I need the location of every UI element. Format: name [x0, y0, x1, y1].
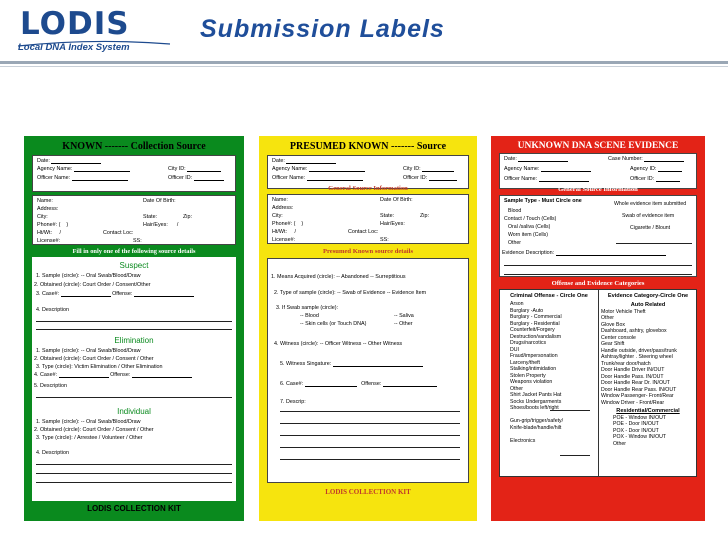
evidence-category-item: Door Handle Pass. IN/OUT: [601, 373, 664, 380]
residential-item: POX - Door IN/OUT: [613, 427, 659, 434]
ht-wt-field: Ht/Wt:: [272, 229, 287, 235]
elimination-sample-line: 1. Sample (circle): -- Oral Swab/Blood/Draw: [36, 348, 141, 354]
criminal-offense-item: Shoes/boots left/right: [510, 405, 559, 412]
evidence-category-item: Handle outside, driver/pass/trunk: [601, 347, 677, 354]
ht-wt-field: Ht/Wt:: [37, 230, 52, 236]
officer-name-field: Officer Name:: [272, 175, 306, 181]
address-field: Address:: [272, 205, 294, 211]
evidence-category-item: Motor Vehicle Theft: [601, 308, 646, 315]
means-acquired-line: 1. Means Acquired (circle): -- Abandoned -- Surreptitious: [271, 274, 406, 280]
elimination-type-line: 3. Type (circle): Victim Elimination / Other Elimination: [36, 364, 163, 370]
presumed-top-fields: [267, 155, 469, 189]
case-number-line: 6. Case#:: [280, 381, 304, 387]
ss-field: SS:: [380, 237, 389, 243]
individual-type-line: 3. Type (circle): / Arrestee / Volunteer / Other: [36, 435, 143, 441]
zip-field: Zip:: [183, 214, 192, 220]
dob-field: Date Of Birth:: [380, 197, 413, 203]
officer-id-field: Officer ID:: [403, 175, 428, 181]
swab-sample-line: 3. If Swab sample (circle):: [276, 305, 339, 311]
elimination-description-line: 5. Description: [34, 383, 67, 389]
agency-name-field: Agency Name:: [37, 166, 73, 172]
suspect-obtained-line: 2. Obtained (circle): Court Order / Consent/Other: [34, 282, 151, 288]
criminal-offense-item: Stolen Property: [510, 372, 546, 379]
criminal-offense-item: Fraud/impersonation: [510, 353, 558, 360]
unknown-heading: UNKNOWN DNA SCENE EVIDENCE: [517, 141, 679, 151]
city-id-field: City ID:: [403, 166, 421, 172]
name-field: Name:: [272, 197, 288, 203]
license-field: License#:: [272, 237, 296, 243]
presumed-footer: LODIS COLLECTION KIT: [325, 488, 411, 496]
slide-header: [0, 0, 728, 58]
address-field: Address:: [37, 206, 59, 212]
auto-related-heading: Auto Related: [630, 302, 666, 309]
state-field: State:: [380, 213, 395, 219]
officer-id-field: Officer ID:: [630, 176, 655, 182]
elimination-title: Elimination: [114, 336, 154, 345]
criminal-offense-item: Counterfeit/Forgery: [510, 327, 555, 334]
lodis-logo: [14, 8, 174, 56]
sample-contact-touch: Contact / Touch (Cells): [504, 216, 557, 222]
criminal-offense-item: Electronics: [510, 437, 536, 444]
criminal-offense-item: Other: [510, 385, 523, 392]
residential-commercial-heading: Residential/Commercial: [616, 408, 680, 415]
residential-item: POE - Door IN/OUT: [613, 421, 659, 428]
criminal-offense-item: Larceny/theft: [510, 359, 540, 366]
license-field: License#:: [37, 238, 61, 244]
criminal-offense-item: Stalking/intimidation: [510, 366, 557, 373]
evidence-description-field: Evidence Description:: [502, 250, 555, 256]
contact-loc-field: Contact Loc:: [348, 229, 379, 235]
suspect-title: Suspect: [119, 261, 149, 270]
criminal-offense-item: Gun-grip/trigger/safety/: [510, 418, 564, 425]
header-divider: [0, 61, 728, 64]
officer-id-field: Officer ID:: [168, 175, 193, 181]
known-collection-label: [24, 136, 244, 521]
other-option: -- Other: [394, 321, 413, 327]
sample-type-heading: Sample Type - Must Circle one: [504, 198, 582, 204]
evidence-category-item: Other: [601, 315, 614, 322]
criminal-offense-item: Drugs/narcotics: [510, 340, 547, 347]
unknown-general-title: General Source Information: [558, 186, 638, 193]
hair-eyes-field: Hair/Eyes:: [143, 222, 168, 228]
phone-field: Phone#: (: [37, 222, 61, 228]
blood-option: -- Blood: [300, 313, 319, 319]
offense-evidence-table: [499, 289, 697, 477]
date-field: Date:: [37, 158, 50, 164]
criminal-offense-item: Destruction/vandalism: [510, 333, 562, 340]
residential-item: POE - Window IN/OUT: [613, 414, 667, 421]
criminal-offense-item: Arson: [510, 301, 524, 308]
header-divider-thin: [0, 66, 728, 67]
city-id-field: City ID:: [168, 166, 186, 172]
evidence-category-heading: Evidence Category-Circle One: [607, 293, 689, 299]
officer-name-field: Officer Name:: [504, 176, 538, 182]
city-field: City:: [37, 214, 48, 220]
suspect-sample-line: 1. Sample (circle): -- Oral Swab/Blood/Draw: [36, 273, 141, 279]
presumed-details: 1. Means Acquired (circle): -- Abandoned -- Surreptitious 2. Type of sample (circle): -- Swab of Evidence -- Evidence Item 3. If Swab sample (circle): -- Blood -- Saliva -- Skin cells (or Touch DNA) -- Other 4. Witness (circle): -- Officer Witness -- Other Witness 5. Witness Singature: 6. Case#: Offense: 7. Descrip:: [267, 258, 469, 483]
evidence-category-item: Door Handle Driver IN/OUT: [601, 367, 665, 374]
residential-item: POX - Window IN/OUT: [613, 434, 667, 441]
individual-description-line: 4. Description: [36, 450, 69, 456]
contact-loc-field: Contact Loc:: [103, 230, 134, 236]
skin-cells-option: -- Skin cells (or Touch DNA): [300, 321, 367, 327]
criminal-offense-item: Burglary - Residential: [510, 320, 560, 327]
evidence-category-item: Center console: [601, 334, 636, 341]
witness-signature-line: 5. Witness Singature:: [280, 361, 332, 367]
criminal-offense-item: DUI: [510, 346, 519, 353]
evidence-category-column: [599, 290, 697, 476]
criminal-offense-heading: Criminal Offense - Circle One: [510, 293, 588, 299]
description-line: 7. Descrip:: [280, 399, 306, 405]
sample-worn-item: Worn item (Cells): [508, 232, 548, 238]
unknown-scene-evidence-label: [491, 136, 705, 521]
city-field: City:: [272, 213, 283, 219]
cigarette-blount: Cigarette / Blount: [630, 225, 671, 231]
offense-categories-title: Offense and Evidence Categories: [551, 280, 645, 287]
suspect-description-line: 4. Description: [36, 307, 69, 313]
evidence-category-item: Glove Box: [601, 321, 625, 328]
presumed-general-fields: Name: Date Of Birth: Address: City: State: Zip: Phone#: ( ) Hair/Eyes: Ht/Wt: / Contact Loc: License#: SS:: [267, 194, 469, 244]
known-general-title: General Source Information: [94, 186, 174, 193]
criminal-offense-item: Knife-blade/handle/hilt: [510, 424, 562, 431]
date-field: Date:: [272, 158, 285, 164]
case-number-field: Case Number:: [608, 156, 643, 162]
criminal-offense-item: Burglary - Commercial: [510, 314, 562, 321]
elimination-obtained-line: 2. Obtained (circle): Court Order / Consent / Other: [34, 356, 154, 362]
evidence-category-item: Door Handle Rear Pass. IN/OUT: [601, 386, 677, 393]
evidence-category-item: Ashtray/lighter . Steering wheel: [601, 354, 673, 361]
state-field: State:: [143, 214, 158, 220]
elimination-case-line: 4. Case#:: [34, 372, 58, 378]
evidence-category-item: Window Driver - Front/Rear: [601, 399, 665, 406]
criminal-offense-item: Weapons violation: [510, 379, 553, 386]
sample-oral-saliva: Oral /saliva (Cells): [508, 224, 551, 230]
residential-item: Other: [613, 440, 626, 447]
criminal-offense-item: Socks Undergarments: [510, 398, 562, 405]
presumed-general-title: General Source Information: [328, 185, 408, 192]
criminal-offense-item: Shirt Jacket Pants Hat: [510, 392, 562, 399]
evidence-category-item: Window Passenger- Front/Rear: [601, 393, 674, 400]
evidence-category-item: Gear Shift: [601, 341, 625, 348]
known-fill-notice: Fill in only one of the following source details: [72, 248, 196, 255]
unknown-top-fields: [499, 153, 697, 189]
presumed-details-title: Presumed Known source details: [322, 248, 414, 255]
criminal-offense-item: Burglary -Auto: [510, 307, 544, 314]
presumed-heading: PRESUMED KNOWN ------- Source: [289, 141, 447, 152]
whole-evidence-item: Whole evidence item submitted: [614, 201, 687, 207]
phone-field: Phone#: (: [272, 221, 296, 227]
type-of-sample-line: 2. Type of sample (circle): -- Swab of Evidence -- Evidence Item: [274, 290, 427, 296]
dob-field: Date Of Birth:: [143, 198, 176, 204]
known-footer: LODIS COLLECTION KIT: [87, 504, 181, 513]
swab-evidence-item: Swab of evidence item: [622, 213, 675, 219]
hair-eyes-field: Hair/Eyes:: [380, 221, 405, 227]
suspect-case-line: 3. Case#:: [36, 291, 60, 297]
date-field: Date:: [504, 156, 517, 162]
unknown-sample-section: [499, 195, 697, 277]
agency-name-field: Agency Name:: [272, 166, 308, 172]
known-general-fields: Name: Date Of Birth: Address: City: State: Zip: Phone#: ( ) Hair/Eyes: / Ht/Wt: / Contact Loc: License#: SS:: [32, 195, 236, 245]
evidence-category-item: Dashboard, ashtry, glovebox: [601, 328, 667, 335]
sample-other: Other: [508, 240, 521, 246]
known-heading: KNOWN ------- Collection Source: [62, 141, 206, 152]
zip-field: Zip:: [420, 213, 429, 219]
agency-name-field: Agency Name:: [504, 166, 540, 172]
individual-title: Individual: [117, 407, 151, 416]
logo-subtitle: Local DNA Index System: [18, 42, 130, 53]
individual-sample-line: 1. Sample (circle): -- Oral Swab/Blood/Draw: [36, 419, 141, 425]
individual-obtained-line: 2. Obtained (circle): Court Order / Consent / Other: [34, 427, 154, 433]
saliva-option: -- Saliva: [394, 313, 414, 319]
agency-id-field: Agency ID:: [630, 166, 657, 172]
presumed-known-label: [259, 136, 477, 521]
name-field: Name:: [37, 198, 53, 204]
evidence-category-item: Trunk/rear door/hatch: [601, 360, 651, 367]
officer-name-field: Officer Name:: [37, 175, 71, 181]
logo-wordmark: LODIS: [20, 6, 130, 42]
page-title: Submission Labels: [200, 15, 445, 43]
criminal-offense-column: [500, 290, 599, 476]
ss-field: SS:: [133, 238, 142, 244]
evidence-category-item: Door Handle Rear Dr. IN/OUT: [601, 380, 670, 387]
witness-line: 4. Witness (circle): -- Officer Witness -- Other Witness: [274, 341, 403, 347]
sample-blood: Blood: [508, 208, 522, 214]
known-details: Suspect 1. Sample (circle): -- Oral Swab/Blood/Draw 2. Obtained (circle): Court Order / Consent/Other 3. Case#: Offense: 4. Description Elimination 1. Sample (circle): -- Oral Swab/Blood/Draw 2. Obtained (circle): Court Order / Consent / Other 3. Type (circle): Victim Elimination / Other Elimination 4. Case#: Offense: 5. Description Individual 1. Sample (circle): -- Oral Swab/Blood/Draw 2. Obtained (circle): Court Order / Consent / Other 3. Type (circle): / Arrestee / Volunteer / Other 4. Description: [32, 257, 236, 501]
